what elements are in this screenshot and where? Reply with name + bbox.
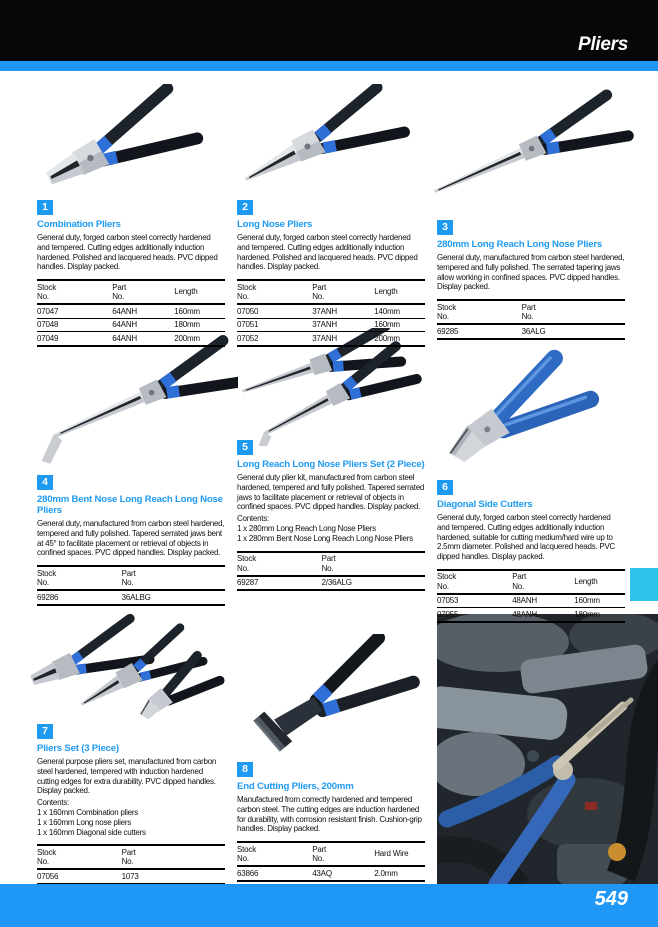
product-title: Combination Pliers <box>37 219 121 230</box>
product-description: General duty, manufactured from carbon steel hardened, tempered and fully polished. Tapered serrated jaws bent at 45° to facilitate placement or retrieval of objects in confined spaces. PVC dipped handles. Display packed. <box>37 519 225 558</box>
spec-table <box>237 551 425 592</box>
spec-table <box>437 299 625 340</box>
product-title: Long Reach Long Nose Pliers Set (2 Piece) <box>237 459 425 470</box>
spec-table <box>237 841 425 882</box>
table-row: 69286 36ALBG <box>37 590 225 605</box>
table-row: 07051 37ANH 160mm <box>237 318 425 332</box>
spec-table <box>37 565 225 606</box>
product-description: Manufactured from correctly hardened and tempered carbon steel. The cutting edges are induction hardened for durability, with corrosion resistant finish. Cushion-grip handles. Display packed. <box>237 795 422 834</box>
table-row: 07050 37ANH 140mm <box>237 304 425 318</box>
contents-label: Contents: <box>37 798 69 808</box>
table-header-row: Stock No. Part No. <box>37 566 225 590</box>
spec-table <box>37 844 225 885</box>
product-combination-pliers <box>37 200 225 347</box>
contents-item: 1 x 160mm Long nose pliers <box>37 817 131 827</box>
bent-nose-long-reach-pliers-image <box>28 330 238 470</box>
section-edge-tab <box>630 568 658 601</box>
diagonal-side-cutters-image <box>425 335 637 477</box>
product-title: End Cutting Pliers, 200mm <box>237 781 354 792</box>
table-row: 69285 36ALG <box>437 324 625 339</box>
spec-table <box>237 279 425 347</box>
product-description: General purpose pliers set, manufactured from carbon steel hardened, tempered with induction hardened cutting edges for extra durability. PVC dipped handles. Display packed. <box>37 757 217 796</box>
product-diagonal-side-cutters <box>437 480 625 623</box>
product-description: General duty, forged carbon steel correctly hardened and tempered. Cutting edges additionally induction hardened, suitable for cutting medium/hard wire up to 2.5mm diameter. Polished and lacquered heads. PVC dipped handles. Display packed. <box>437 513 616 562</box>
contents-item: 1 x 280mm Long Reach Long Nose Pliers <box>237 523 376 533</box>
table-row: 63866 43AQ 2.0mm <box>237 866 425 881</box>
table-row: 07048 64ANH 180mm <box>37 318 225 332</box>
long-nose-pliers-image <box>236 84 426 196</box>
table-row: 07055 48ANH 180mm <box>437 608 625 622</box>
product-title: 280mm Bent Nose Long Reach Long Nose Pliers <box>37 494 223 516</box>
table-row: 07049 64ANH 200mm <box>37 332 225 346</box>
table-header-row: Stock No. Part No. Length <box>237 280 425 304</box>
product-title: Diagonal Side Cutters <box>437 499 533 510</box>
product-end-cutting-pliers <box>237 762 425 882</box>
product-description: General duty plier kit, manufactured from carbon steel hardened, tempered and fully polished. Tapered serrated jaws to facilitate placement or retrieval of objects in confined spaces. PVC dipped handles. Display packed. <box>237 473 425 512</box>
product-long-nose-pliers <box>237 200 425 347</box>
spec-table <box>37 279 225 347</box>
long-reach-long-nose-pliers-image <box>428 88 643 216</box>
pliers-set-3-piece-image <box>28 606 233 726</box>
product-title: Pliers Set (3 Piece) <box>37 743 119 754</box>
combination-pliers-image <box>33 84 223 196</box>
product-description: General duty, manufactured from carbon steel hardened, tempered and fully polished. The serrated tapering jaws allow working in confined spaces. PVC dipped handles. Display packed. <box>437 253 625 292</box>
product-pliers-set-3-piece <box>37 724 225 885</box>
table-header-row: Stock No. Part No. Length <box>437 570 625 594</box>
contents-item: 1 x 160mm Diagonal side cutters <box>37 827 146 837</box>
page-number: 549 <box>594 888 628 910</box>
table-row: 07056 1073 <box>37 869 225 884</box>
table-row: 07047 64ANH 160mm <box>37 304 225 318</box>
application-photo <box>437 614 658 884</box>
contents-label: Contents: <box>237 514 269 524</box>
table-header-row: Stock No. Part No. <box>437 300 625 324</box>
table-header-row: Stock No. Part No. Hard Wire <box>237 842 425 866</box>
table-header-row: Stock No. Part No. Length <box>37 280 225 304</box>
product-description: General duty, forged carbon steel correctly hardened and tempered. Cutting edges additionally induction hardened. Polished and lacquered heads. PVC dipped handles. Display packed. <box>237 233 418 272</box>
header-accent-stripe <box>0 61 658 71</box>
table-row: 69287 2/36ALG <box>237 576 425 591</box>
product-contents <box>237 514 425 543</box>
header-bar <box>0 0 658 61</box>
table-row: 07052 37ANH 200mm <box>237 332 425 346</box>
product-number-badge: 6 <box>437 480 453 495</box>
product-number-badge: 8 <box>237 762 253 777</box>
product-long-reach-pliers-set <box>237 440 425 591</box>
product-contents <box>37 798 225 837</box>
spec-table <box>437 569 625 623</box>
product-long-reach-long-nose-pliers <box>437 220 625 340</box>
product-bent-nose-long-reach-pliers <box>37 475 225 606</box>
product-title: 280mm Long Reach Long Nose Pliers <box>437 239 603 250</box>
product-title: Long Nose Pliers <box>237 219 313 230</box>
product-description: General duty, forged carbon steel correctly hardened and tempered. Cutting edges additionally induction hardened. Polished and lacquered heads. PVC dipped handles. Display packed. <box>37 233 218 272</box>
product-number-badge: 4 <box>37 475 53 490</box>
contents-item: 1 x 280mm Bent Nose Long Reach Long Nose Pliers <box>237 533 413 543</box>
product-number-badge: 7 <box>37 724 53 739</box>
table-header-row: Stock No. Part No. <box>37 845 225 869</box>
product-number-badge: 2 <box>237 200 253 215</box>
table-row: 07053 48ANH 160mm <box>437 594 625 608</box>
contents-item: 1 x 160mm Combination pliers <box>37 807 139 817</box>
footer-bar <box>0 884 658 927</box>
product-number-badge: 3 <box>437 220 453 235</box>
page-title: Pliers <box>578 34 628 55</box>
product-number-badge: 1 <box>37 200 53 215</box>
product-number-badge: 5 <box>237 440 253 455</box>
table-header-row: Stock No. Part No. <box>237 552 425 576</box>
end-cutting-pliers-image <box>233 634 428 762</box>
